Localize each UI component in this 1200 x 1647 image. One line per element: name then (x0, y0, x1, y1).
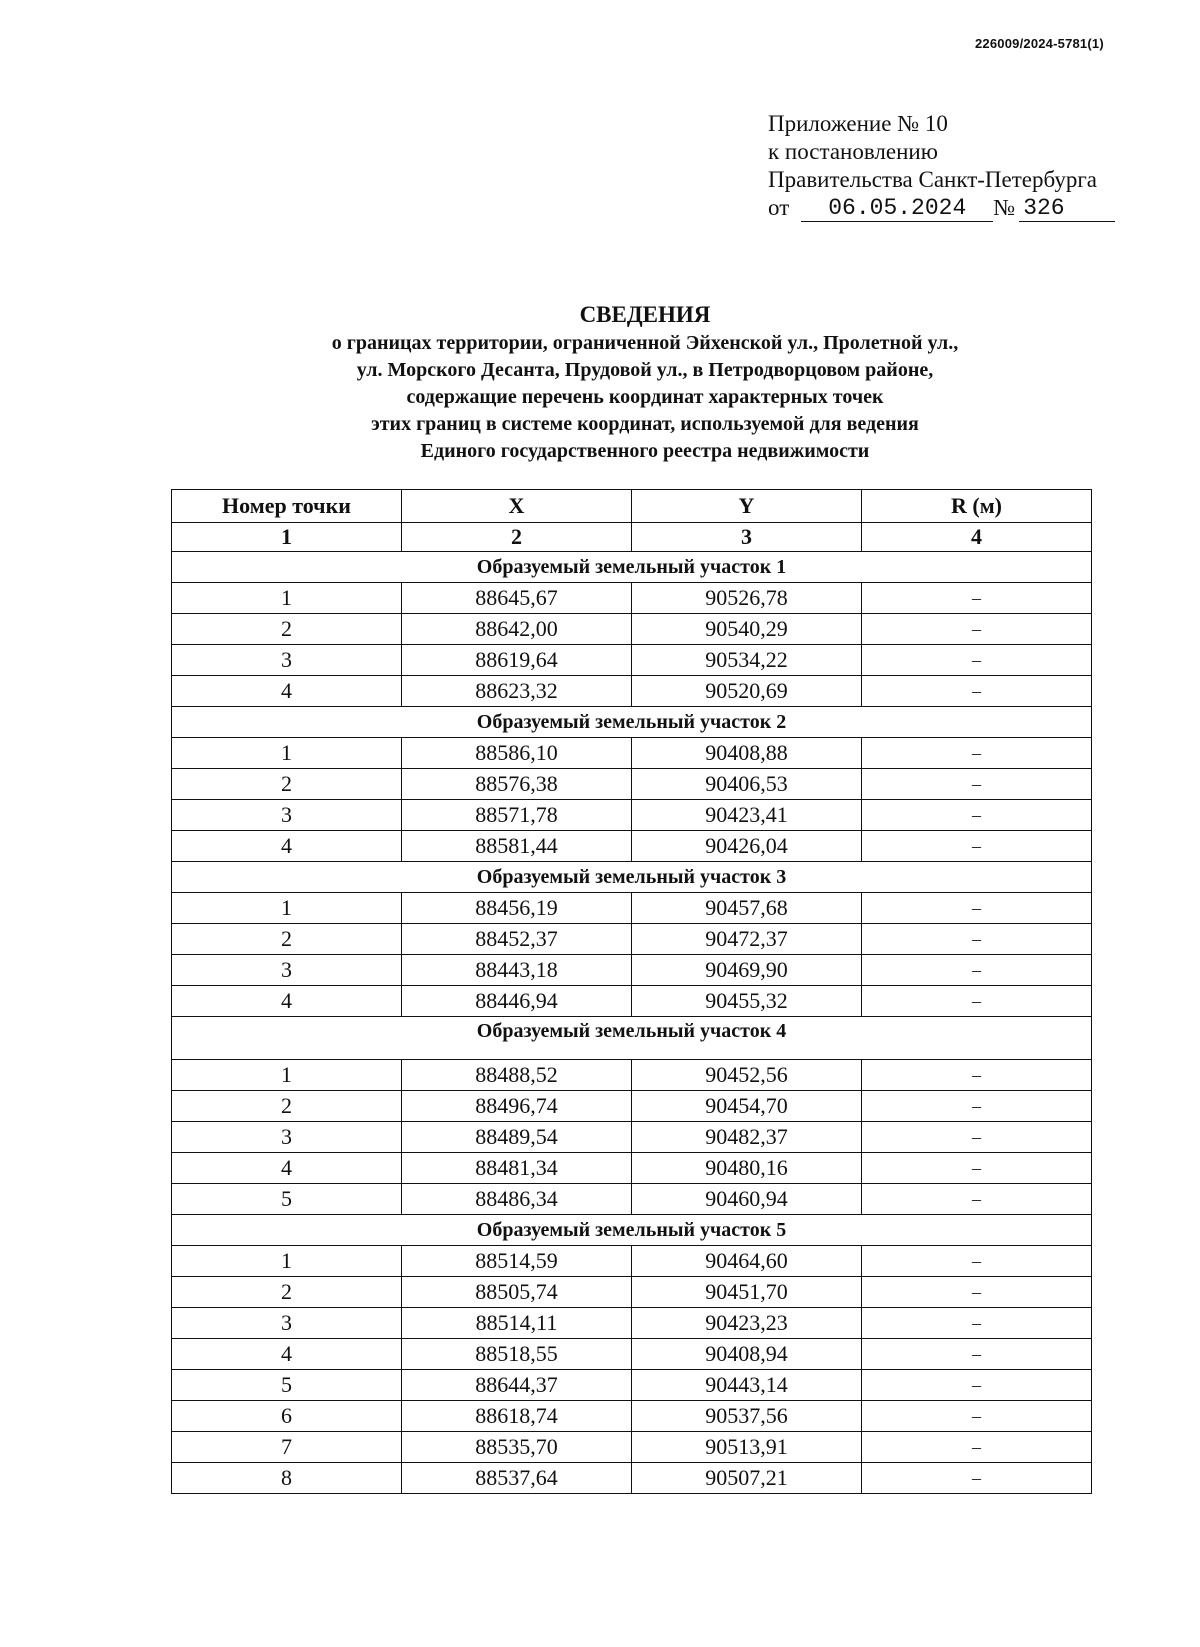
cell-point: 2 (172, 1277, 402, 1308)
cell-x: 88456,19 (402, 893, 632, 924)
cell-point: 2 (172, 769, 402, 800)
cell-r: – (862, 645, 1092, 676)
cell-r: – (862, 1370, 1092, 1401)
table-row (172, 1401, 1092, 1432)
heading-line-2: ул. Морского Десанта, Прудовой ул., в Петродворцовом районе, (356, 359, 934, 381)
table-row (172, 1060, 1092, 1091)
table-row (172, 738, 1092, 769)
section-title: Образуемый земельный участок 5 (172, 1215, 1092, 1246)
cell-point: 1 (172, 1246, 402, 1277)
cell-point: 4 (172, 831, 402, 862)
cell-r: – (862, 1339, 1092, 1370)
cell-y: 90520,69 (632, 676, 862, 707)
cell-point: 8 (172, 1463, 402, 1494)
cell-y: 90482,37 (632, 1122, 862, 1153)
section-title: Образуемый земельный участок 2 (172, 707, 1092, 738)
section-title: Образуемый земельный участок 1 (172, 552, 1092, 583)
cell-y: 90443,14 (632, 1370, 862, 1401)
table-header-row (172, 490, 1092, 523)
header-radius: R (м) (862, 490, 1092, 523)
cell-point: 5 (172, 1184, 402, 1215)
coordinates-table (171, 489, 1092, 1494)
cell-point: 3 (172, 955, 402, 986)
number-label: № (993, 195, 1016, 220)
cell-x: 88576,38 (402, 769, 632, 800)
cell-r: – (862, 924, 1092, 955)
from-label: от (768, 195, 790, 220)
cell-r: – (862, 769, 1092, 800)
cell-point: 1 (172, 1060, 402, 1091)
cell-x: 88623,32 (402, 676, 632, 707)
cell-y: 90408,94 (632, 1339, 862, 1370)
cell-x: 88619,64 (402, 645, 632, 676)
section-title: Образуемый земельный участок 4 (172, 1017, 1092, 1060)
table-row (172, 583, 1092, 614)
table-row (172, 986, 1092, 1017)
cell-r: – (862, 1184, 1092, 1215)
resolution-date: 06.05.2024 (801, 195, 993, 222)
cell-x: 88618,74 (402, 1401, 632, 1432)
heading-line-5: Единого государственного реестра недвижимости (420, 440, 870, 462)
cell-y: 90472,37 (632, 924, 862, 955)
cell-point: 4 (172, 676, 402, 707)
cell-y: 90513,91 (632, 1432, 862, 1463)
heading-line-3: содержащие перечень координат характерных точек (406, 386, 884, 408)
cell-point: 4 (172, 1339, 402, 1370)
cell-point: 2 (172, 1091, 402, 1122)
document-id: 226009/2024-5781(1) (975, 36, 1104, 51)
cell-point: 3 (172, 800, 402, 831)
cell-r: – (862, 1277, 1092, 1308)
cell-x: 88514,59 (402, 1246, 632, 1277)
cell-point: 3 (172, 1122, 402, 1153)
cell-y: 90457,68 (632, 893, 862, 924)
table-row (172, 1308, 1092, 1339)
heading-line-4: этих границ в системе координат, используемой для ведения (371, 413, 919, 435)
cell-point: 4 (172, 986, 402, 1017)
table-row (172, 614, 1092, 645)
cell-point: 2 (172, 924, 402, 955)
cell-x: 88496,74 (402, 1091, 632, 1122)
cell-point: 5 (172, 1370, 402, 1401)
cell-r: – (862, 1122, 1092, 1153)
table-row (172, 1432, 1092, 1463)
cell-r: – (862, 738, 1092, 769)
cell-x: 88443,18 (402, 955, 632, 986)
header-point-number: Номер точки (172, 490, 402, 523)
cell-x: 88481,34 (402, 1153, 632, 1184)
cell-x: 88645,67 (402, 583, 632, 614)
table-row (172, 893, 1092, 924)
column-numbers-row (172, 523, 1092, 552)
cell-y: 90423,23 (632, 1308, 862, 1339)
cell-y: 90540,29 (632, 614, 862, 645)
cell-y: 90480,16 (632, 1153, 862, 1184)
cell-point: 1 (172, 738, 402, 769)
resolution-number: 326 (1019, 195, 1115, 222)
cell-r: – (862, 986, 1092, 1017)
column-number: 4 (862, 523, 1092, 552)
appendix-date-line (768, 194, 1115, 222)
table-row (172, 1091, 1092, 1122)
cell-y: 90454,70 (632, 1091, 862, 1122)
cell-y: 90423,41 (632, 800, 862, 831)
appendix-to-resolution: к постановлению (768, 139, 938, 164)
cell-x: 88514,11 (402, 1308, 632, 1339)
cell-r: – (862, 831, 1092, 862)
cell-y: 90455,32 (632, 986, 862, 1017)
section-title-row (172, 862, 1092, 893)
section-title-row (172, 707, 1092, 738)
column-number: 2 (402, 523, 632, 552)
cell-y: 90534,22 (632, 645, 862, 676)
appendix-title: Приложение № 10 (768, 111, 948, 136)
cell-r: – (862, 955, 1092, 986)
appendix-government: Правительства Санкт-Петербурга (768, 167, 1097, 192)
appendix-block (768, 110, 1115, 222)
cell-point: 4 (172, 1153, 402, 1184)
cell-y: 90460,94 (632, 1184, 862, 1215)
cell-x: 88518,55 (402, 1339, 632, 1370)
cell-r: – (862, 1432, 1092, 1463)
cell-y: 90452,56 (632, 1060, 862, 1091)
cell-x: 88571,78 (402, 800, 632, 831)
cell-x: 88489,54 (402, 1122, 632, 1153)
cell-r: – (862, 1091, 1092, 1122)
cell-x: 88535,70 (402, 1432, 632, 1463)
cell-r: – (862, 1401, 1092, 1432)
table-row (172, 1463, 1092, 1494)
cell-y: 90464,60 (632, 1246, 862, 1277)
document-heading (200, 300, 1090, 465)
cell-x: 88452,37 (402, 924, 632, 955)
table-row (172, 800, 1092, 831)
table-row (172, 1246, 1092, 1277)
cell-r: – (862, 893, 1092, 924)
cell-x: 88642,00 (402, 614, 632, 645)
heading-line-1: о границах территории, ограниченной Эйхенской ул., Пролетной ул., (331, 332, 959, 354)
cell-x: 88446,94 (402, 986, 632, 1017)
table-row (172, 1370, 1092, 1401)
cell-y: 90408,88 (632, 738, 862, 769)
cell-x: 88505,74 (402, 1277, 632, 1308)
cell-point: 3 (172, 1308, 402, 1339)
column-number: 1 (172, 523, 402, 552)
cell-point: 2 (172, 614, 402, 645)
cell-x: 88537,64 (402, 1463, 632, 1494)
cell-y: 90426,04 (632, 831, 862, 862)
section-title: Образуемый земельный участок 3 (172, 862, 1092, 893)
cell-r: – (862, 1308, 1092, 1339)
table-row (172, 1184, 1092, 1215)
cell-point: 7 (172, 1432, 402, 1463)
cell-x: 88486,34 (402, 1184, 632, 1215)
cell-r: – (862, 1153, 1092, 1184)
table-row (172, 676, 1092, 707)
heading-title: СВЕДЕНИЯ (579, 302, 711, 327)
cell-r: – (862, 1463, 1092, 1494)
table-row (172, 924, 1092, 955)
cell-y: 90537,56 (632, 1401, 862, 1432)
section-title-row (172, 552, 1092, 583)
header-x: X (402, 490, 632, 523)
cell-r: – (862, 583, 1092, 614)
cell-point: 3 (172, 645, 402, 676)
table-row (172, 769, 1092, 800)
cell-x: 88581,44 (402, 831, 632, 862)
table-row (172, 1122, 1092, 1153)
cell-y: 90526,78 (632, 583, 862, 614)
table-row (172, 645, 1092, 676)
cell-r: – (862, 800, 1092, 831)
cell-r: – (862, 1060, 1092, 1091)
cell-y: 90406,53 (632, 769, 862, 800)
cell-r: – (862, 676, 1092, 707)
cell-y: 90469,90 (632, 955, 862, 986)
header-y: Y (632, 490, 862, 523)
cell-x: 88644,37 (402, 1370, 632, 1401)
cell-r: – (862, 1246, 1092, 1277)
table-row (172, 1277, 1092, 1308)
cell-point: 1 (172, 893, 402, 924)
section-title-row (172, 1215, 1092, 1246)
cell-r: – (862, 614, 1092, 645)
cell-point: 1 (172, 583, 402, 614)
section-title-row (172, 1017, 1092, 1060)
cell-point: 6 (172, 1401, 402, 1432)
table-row (172, 955, 1092, 986)
cell-y: 90507,21 (632, 1463, 862, 1494)
table-row (172, 1153, 1092, 1184)
cell-x: 88488,52 (402, 1060, 632, 1091)
table-row (172, 831, 1092, 862)
cell-y: 90451,70 (632, 1277, 862, 1308)
cell-x: 88586,10 (402, 738, 632, 769)
table-row (172, 1339, 1092, 1370)
column-number: 3 (632, 523, 862, 552)
